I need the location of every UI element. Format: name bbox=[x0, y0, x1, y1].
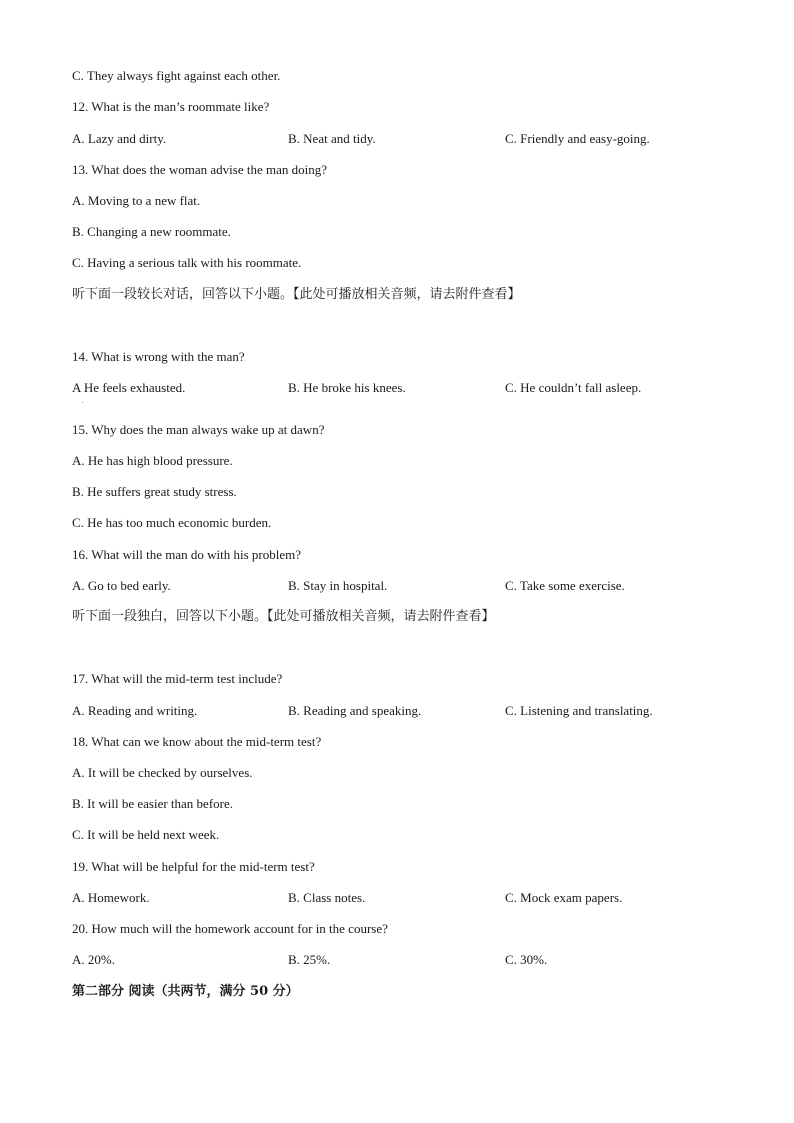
q13-option-a: A. Moving to a new flat. bbox=[72, 193, 201, 208]
q16-option-c: C. Take some exercise. bbox=[505, 578, 625, 593]
q11-option-c: C. They always fight against each other. bbox=[72, 68, 281, 83]
q17-option-a: A. Reading and writing. bbox=[72, 703, 198, 718]
q20-option-a: A. 20%. bbox=[72, 952, 115, 967]
q14-option-c: C. He couldn’t fall asleep. bbox=[505, 380, 642, 395]
q18-option-c: C. It will be held next week. bbox=[72, 827, 220, 842]
q19-stem: 19. What will be helpful for the mid-term test? bbox=[72, 859, 315, 874]
q20-option-b: B. 25%. bbox=[288, 952, 331, 967]
q15-option-a: A. He has high blood pressure. bbox=[72, 453, 233, 468]
q18-stem: 18. What can we know about the mid-term test? bbox=[72, 734, 322, 749]
q17-stem: 17. What will the mid-term test include? bbox=[72, 671, 283, 686]
q19-option-a: A. Homework. bbox=[72, 890, 150, 905]
q20-stem: 20. How much will the homework account for in the course? bbox=[72, 921, 388, 936]
q14-option-a: A He feels exhausted. bbox=[72, 380, 186, 395]
q17-option-b: B. Reading and speaking. bbox=[288, 703, 422, 718]
q15-option-b: B. He suffers great study stress. bbox=[72, 484, 237, 499]
instruction-monologue: 听下面一段独白，回答以下小题。【此处可播放相关音频，请去附件查看】 bbox=[72, 609, 495, 624]
q16-option-b: B. Stay in hospital. bbox=[288, 578, 388, 593]
q14-option-b: B. He broke his knees. bbox=[288, 380, 406, 395]
q15-stem: 15. Why does the man always wake up at dawn? bbox=[72, 422, 325, 437]
q14-stem: 14. What is wrong with the man? bbox=[72, 349, 245, 364]
section-2-heading: 第二部分 阅读（共两节，满分 50 分） bbox=[72, 984, 299, 999]
q20-option-c: C. 30%. bbox=[505, 952, 548, 967]
q12-option-b: B. Neat and tidy. bbox=[288, 131, 376, 146]
q19-option-b: B. Class notes. bbox=[288, 890, 366, 905]
q14-stray-mark: . bbox=[82, 399, 84, 405]
q12-option-a: A. Lazy and dirty. bbox=[72, 131, 167, 146]
q13-option-b: B. Changing a new roommate. bbox=[72, 224, 231, 239]
q17-option-c: C. Listening and translating. bbox=[505, 703, 653, 718]
q13-option-c: C. Having a serious talk with his roommate. bbox=[72, 255, 302, 270]
q19-option-c: C. Mock exam papers. bbox=[505, 890, 623, 905]
q16-option-a: A. Go to bed early. bbox=[72, 578, 171, 593]
instruction-long-dialogue: 听下面一段较长对话，回答以下小题。【此处可播放相关音频，请去附件查看】 bbox=[72, 287, 521, 302]
q12-stem: 12. What is the man’s roommate like? bbox=[72, 99, 270, 114]
q15-option-c: C. He has too much economic burden. bbox=[72, 515, 272, 530]
q18-option-b: B. It will be easier than before. bbox=[72, 796, 233, 811]
q12-option-c: C. Friendly and easy-going. bbox=[505, 131, 650, 146]
q13-stem: 13. What does the woman advise the man doing? bbox=[72, 162, 328, 177]
q16-stem: 16. What will the man do with his problem? bbox=[72, 547, 302, 562]
q18-option-a: A. It will be checked by ourselves. bbox=[72, 765, 253, 780]
